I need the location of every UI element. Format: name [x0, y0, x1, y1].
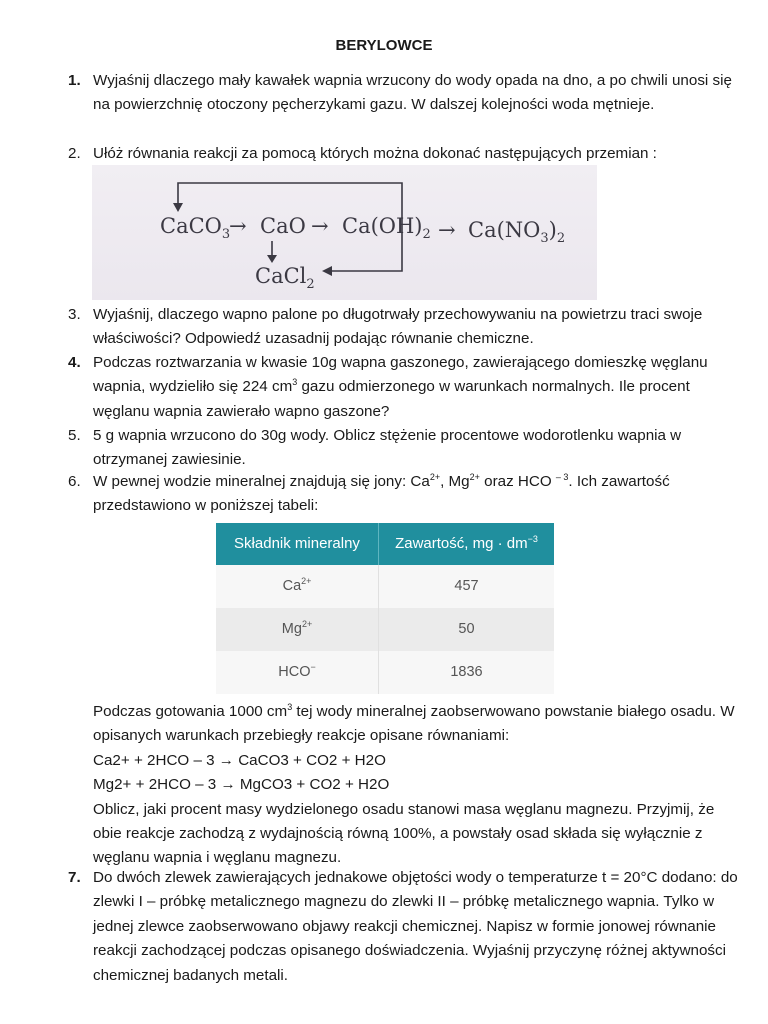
question-1	[68, 69, 738, 118]
question-text: Wyjaśnij, dlaczego wapno palone po długotrwały przechowywaniu na powietrzu traci swoje właściwości? Odpowiedź uzasadnij podając równanie chemiczne.	[93, 306, 703, 348]
question-text: Do dwóch zlewek zawierających jednakowe objętości wody o temperaturze t = 20°C dodano: do zlewki I – próbkę metalicznego magnezu do zlewki II – próbkę metalicznego wapnia. Tylko w jednej zlewce zaobserwowano objawy reakcji chemicznej. Napisz w formie jonowej równanie reakcji zachodzącej podczas opisanego doświadczenia. Wyjaśnij przyczynę różnej aktywności chemicznej badanych metali.	[93, 869, 738, 984]
question-text: 5 g wapnia wrzucono do 30g wody. Oblicz stężenie procentowe wodorotlenku wapnia w otrzymanej zawiesinie.	[93, 427, 682, 469]
equation-2: Mg2+ + 2HCO – 3 → MgCO3 + CO2 + H2O	[93, 776, 390, 794]
value-cell: 1836	[379, 651, 555, 694]
page-title: BERYLOWCE	[335, 37, 433, 54]
arrow-1: →	[229, 214, 247, 238]
table-header-component: Składnik mineralny	[216, 523, 379, 565]
reaction-scheme-image	[92, 165, 597, 300]
question-number: 6.	[68, 473, 81, 490]
question-text: Ułóż równania reakcji za pomocą których można dokonać następujących przemian :	[93, 145, 657, 162]
formula-caco3: CaCO$_3$	[160, 214, 231, 242]
question-text: Wyjaśnij dlaczego mały kawałek wapnia wrzucony do wody opada na dno, a po chwili unosi się na powierzchnię otoczony pęcherzykami gazu. W dalszej kolejności woda mętnieje.	[93, 72, 732, 114]
formula-cano32: $Ca(NO_3)_2$	[468, 218, 566, 246]
paragraph-boiling: Podczas gotowania 1000 $cm^3$ tej wody mineralnej zaobserwowano powstanie białego osadu. W opisanych warunkach przebiegły reakcje opisane równaniami:	[93, 702, 735, 745]
equation-1: Ca2+ + 2HCO – 3 → CaCO3 + CO2 + H2O	[93, 751, 386, 769]
table-row	[216, 651, 554, 694]
value-cell: 457	[379, 565, 555, 608]
question-number: 5.	[68, 427, 81, 444]
arrow-2: →	[311, 214, 329, 238]
mineral-content-table	[216, 523, 554, 694]
table-row	[216, 608, 554, 651]
question-4	[68, 351, 738, 424]
table-row	[216, 565, 554, 608]
question-text: Podczas roztwarzania w kwasie 10g wapna gaszonego, zawierającego domieszkę węglanu wapnia, wydzieliło się 224 $cm^3$ gazu odmierzonego w warunkach normalnych. Ile procent węglanu wapnia zawierało wapno gaszone?	[93, 354, 708, 420]
question-5	[68, 424, 738, 473]
formula-cacl2: CaCl$_2$	[255, 264, 315, 292]
question-2	[68, 142, 738, 166]
ion-cell: $Mg^{2+}$	[216, 608, 379, 651]
question-6-continuation	[93, 700, 743, 871]
reaction-scheme	[92, 165, 597, 300]
question-6	[68, 470, 738, 519]
question-text: W pewnej wodzie mineralnej znajdują się jony: $Ca^{2+}$, $Mg^{2+}$ oraz HCO $^{- 3}$. Ich zawartość przedstawiono w poniższej tabeli:	[93, 472, 670, 515]
formula-cao: CaO	[260, 214, 306, 238]
ion-cell: $Ca^{2+}$	[216, 565, 379, 608]
question-3	[68, 303, 738, 352]
arrow-3: →	[438, 218, 456, 242]
question-number: 2.	[68, 145, 81, 162]
paragraph-calculate: Oblicz, jaki procent masy wydzielonego osadu stanowi masa węglanu magnezu. Przyjmij, że obie reakcje zachodzą z wydajnością równą 100%, a powstały osad składa się wyłącznie z węglanu wapnia i węglanu magnezu.	[93, 800, 715, 867]
question-number: 7.	[68, 869, 81, 886]
value-cell: 50	[379, 608, 555, 651]
table-header-content: Zawartość, mg · $dm^{-3}$	[379, 523, 555, 565]
formula-caoh2: $Ca(OH)_2$	[342, 214, 431, 242]
question-number: 3.	[68, 306, 81, 323]
question-number: 1.	[68, 72, 81, 89]
question-7	[68, 866, 738, 988]
question-number: 4.	[68, 354, 81, 371]
ion-cell: HCO−	[216, 651, 379, 694]
